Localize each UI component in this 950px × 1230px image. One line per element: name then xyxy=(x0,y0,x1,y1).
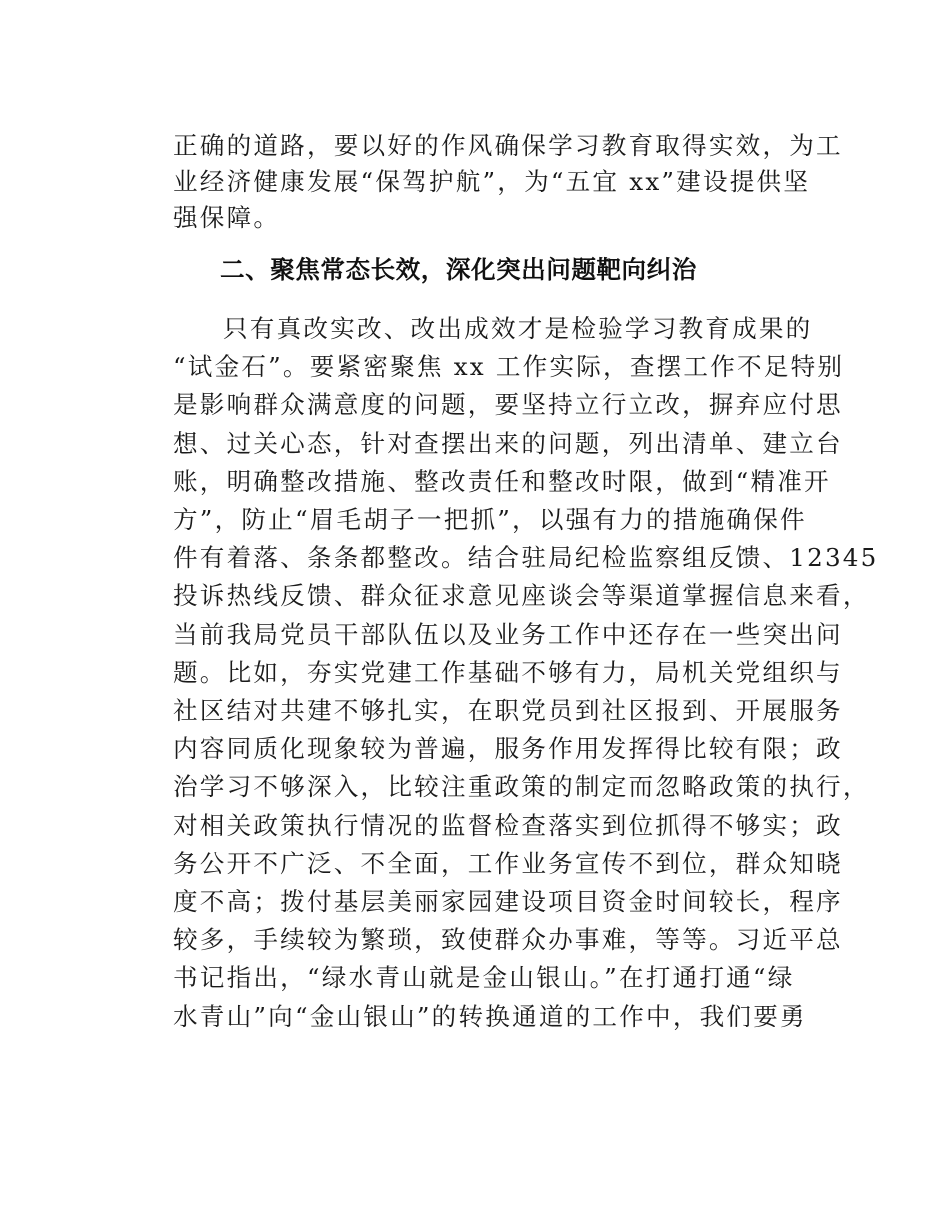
text-line: 是影响群众满意度的问题，要坚持立行立改，摒弃应付思 xyxy=(173,390,843,420)
paragraph-body xyxy=(173,310,879,1036)
text-line: 投诉热线反馈、群众征求意见座谈会等渠道掌握信息来看， xyxy=(173,581,870,611)
text-line: 只有真改实改、改出成效才是检验学习教育成果的 xyxy=(223,314,813,343)
text-line: 社区结对共建不够扎实，在职党员到社区报到、开展服务 xyxy=(173,696,843,726)
text-line: 对相关政策执行情况的监督检查落实到位抓得不够实；政 xyxy=(173,810,843,840)
section-heading: 二、聚焦常态长效，深化突出问题靶向纠治 xyxy=(220,255,697,284)
text-line: 治学习不够深入，比较注重政策的制定而忽略政策的执行， xyxy=(173,772,870,802)
text-line: 账，明确整改措施、整改责任和整改时限，做到“精准开 xyxy=(173,466,831,496)
text-line: 务公开不广泛、不全面，工作业务宣传不到位，群众知晓 xyxy=(173,848,843,878)
text-line: 书记指出，“绿水青山就是金山银山。”在打通打通“绿 xyxy=(173,963,795,993)
text-line: 业经济健康发展“保驾护航”，为“五宜 xx”建设提供坚 xyxy=(173,167,811,196)
text-line: 当前我局党员干部队伍以及业务工作中还存在一些突出问 xyxy=(173,619,843,649)
text-line: 方”，防止“眉毛胡子一把抓”，以强有力的措施确保件 xyxy=(173,505,807,535)
text-line: 强保障。 xyxy=(173,203,281,232)
text-line: “试金石”。要紧密聚焦 xx 工作实际，查摆工作不足特别 xyxy=(173,352,845,382)
text-line: 水青山”向“金山银山”的转换通道的工作中，我们要勇 xyxy=(173,1001,807,1031)
text-line: 度不高；拨付基层美丽家园建设项目资金时间较长，程序 xyxy=(173,887,843,917)
text-line: 正确的道路，要以好的作风确保学习教育取得实效，为工 xyxy=(173,131,843,160)
text-line: 想、过关心态，针对查摆出来的问题，列出清单、建立台 xyxy=(173,428,843,458)
text-line: 较多，手续较为繁琐，致使群众办事难，等等。习近平总 xyxy=(173,925,843,955)
text-line: 件有着落、条条都整改。结合驻局纪检监察组反馈、12345 xyxy=(173,543,879,573)
text-line: 题。比如，夯实党建工作基础不够有力，局机关党组织与 xyxy=(173,657,843,687)
paragraph-intro xyxy=(173,128,843,236)
text-line: 内容同质化现象较为普遍，服务作用发挥得比较有限；政 xyxy=(173,734,843,764)
